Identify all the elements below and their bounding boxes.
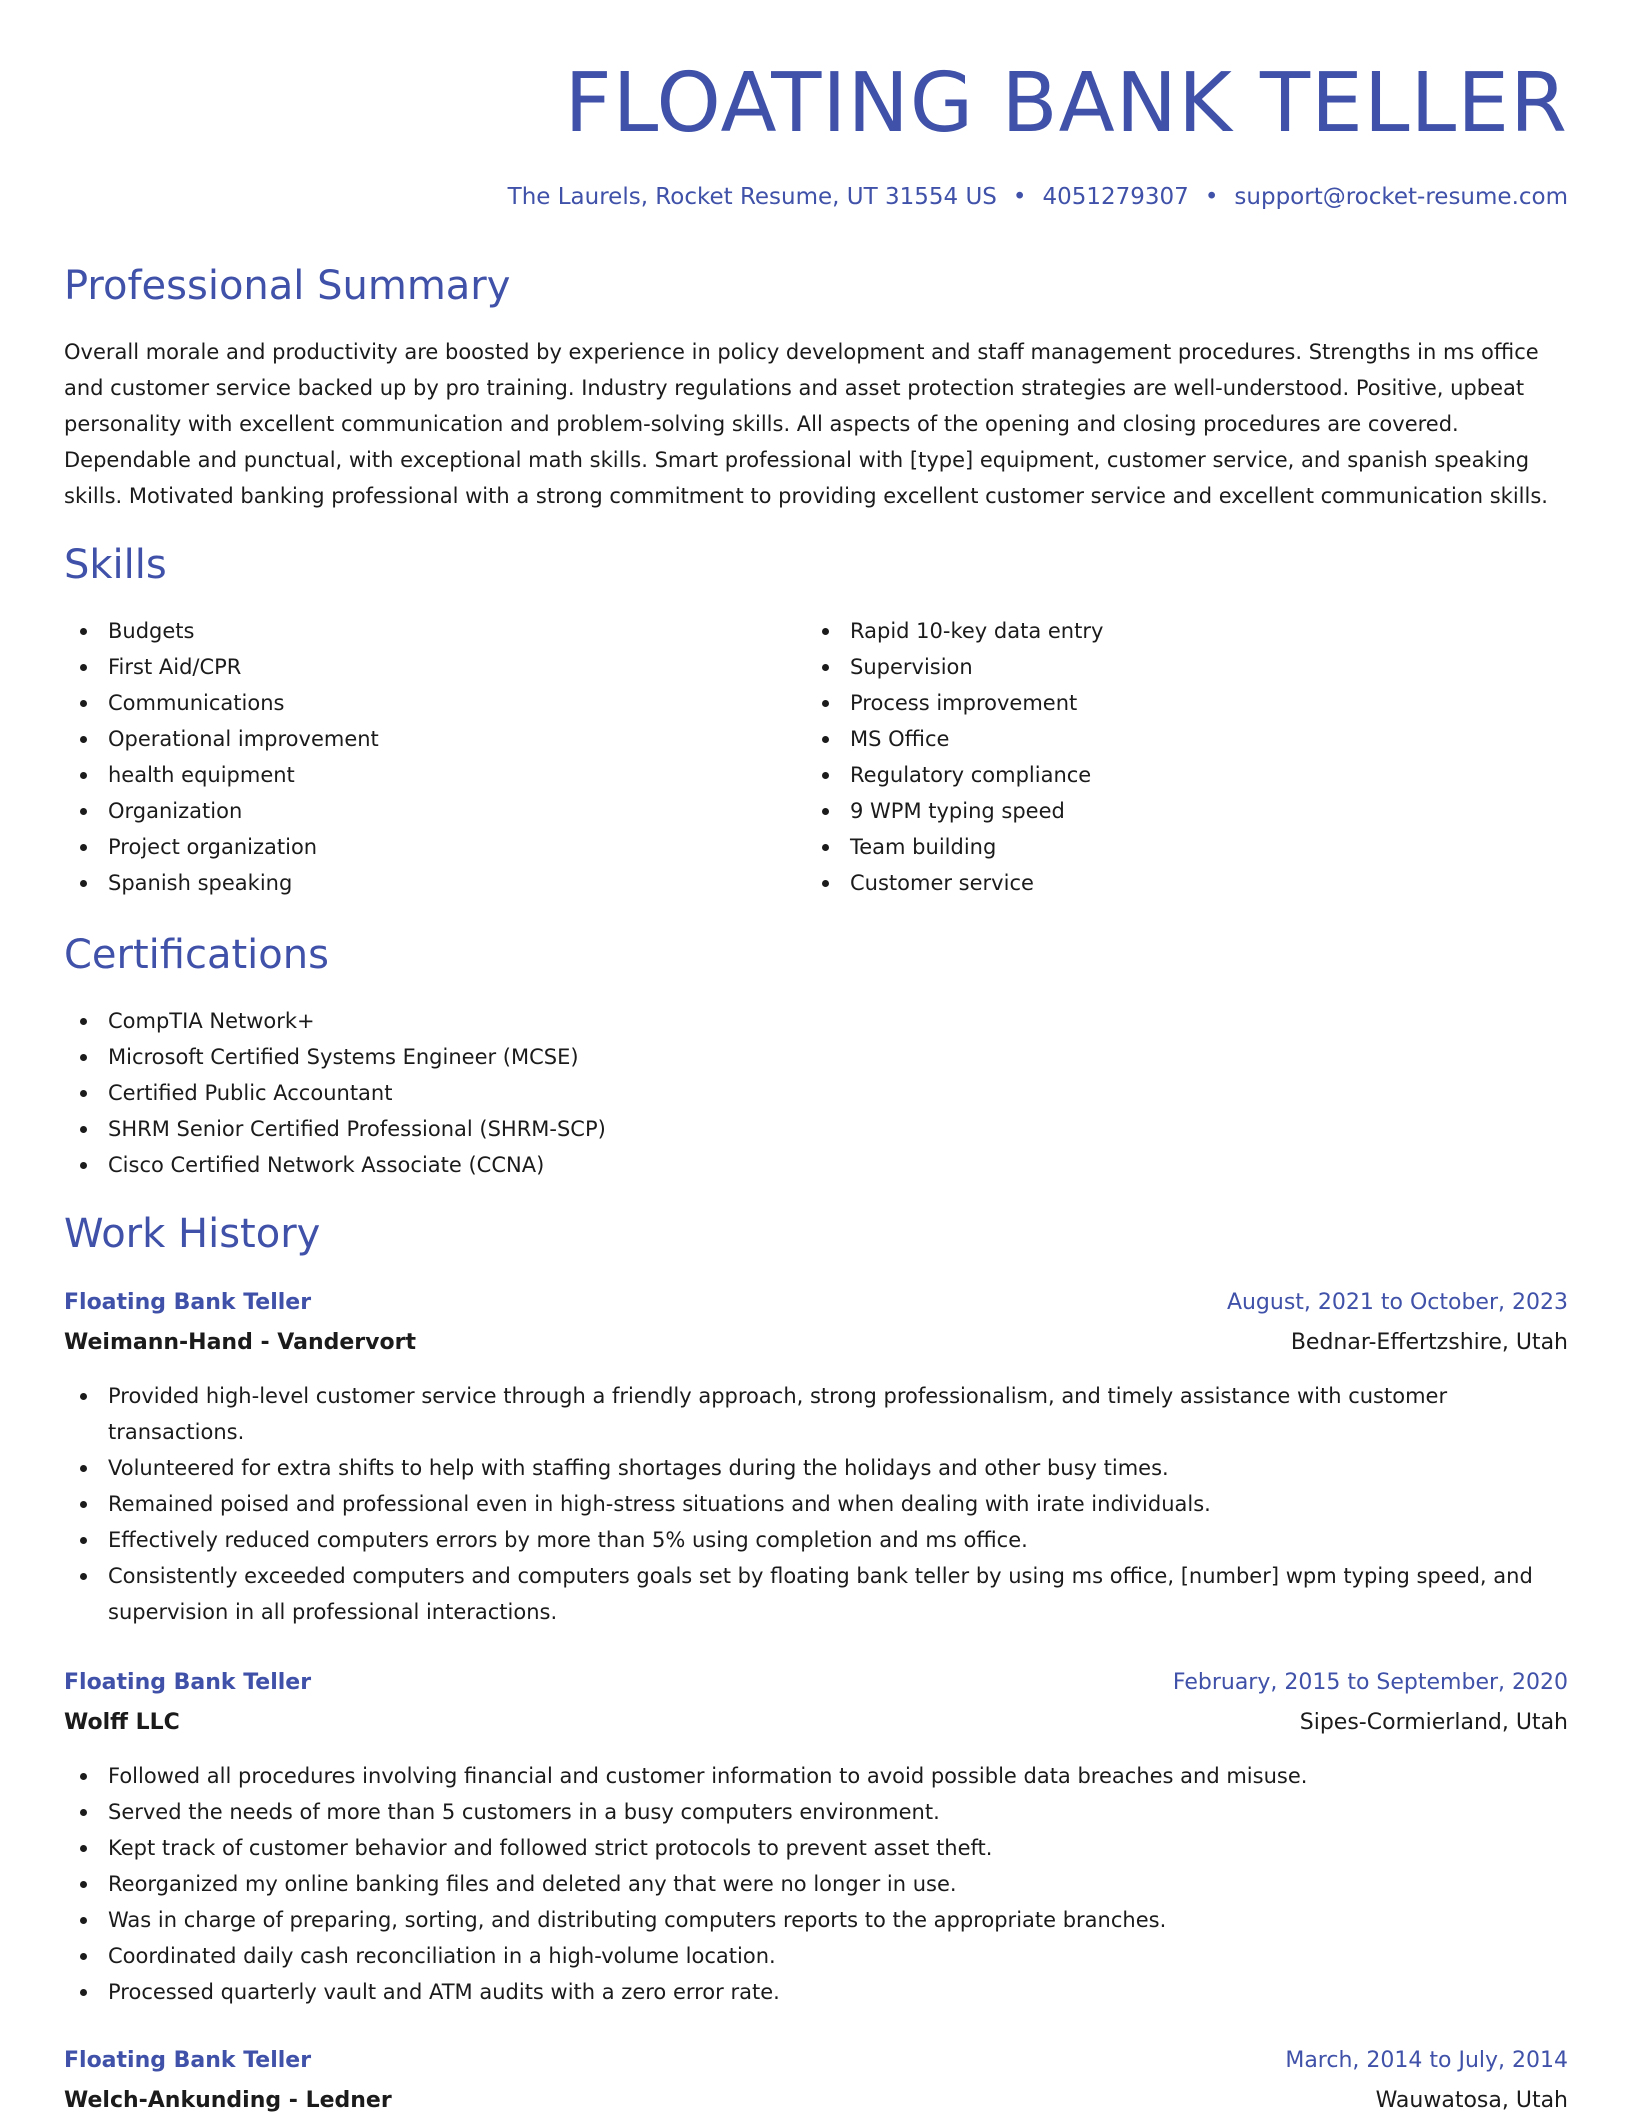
skill-item: Customer service	[806, 865, 1546, 901]
contact-address: The Laurels, Rocket Resume, UT 31554 US	[507, 184, 997, 210]
job-bullet: Coordinated daily cash reconciliation in a high-volume location.	[64, 1938, 1568, 1974]
job-title: Floating Bank Teller	[64, 1290, 312, 1315]
job-dates: February, 2015 to September, 2020	[1172, 1670, 1568, 1695]
summary-text: Overall morale and productivity are boosted by experience in policy development and staff management procedures. Strengths in ms office and customer service backed up by pro training. Industry regulations and asset protection strategies are well-understood. Positive, upbeat personality with excellent communication and problem-solving skills. All aspects of the opening and closing procedures are covered. Dependable and punctual, with exceptional math skills. Smart professional with [type] equipment, customer service, and spanish speaking skills. Motivated banking professional with a strong commitment to providing excellent customer service and excellent communication skills.	[64, 340, 1548, 508]
certification-item: SHRM Senior Certified Professional (SHRM-SCP)	[64, 1111, 1568, 1147]
job-bullet: Effectively reduced computers errors by more than 5% using completion and ms office.	[64, 1522, 1568, 1558]
skill-item: health equipment	[64, 757, 804, 793]
skill-item: Organization	[64, 793, 804, 829]
skill-item: Supervision	[806, 649, 1546, 685]
job-dates: August, 2021 to October, 2023	[1226, 1290, 1568, 1315]
section-title-skills: Skills	[64, 542, 167, 588]
skill-item: Spanish speaking	[64, 865, 804, 901]
skill-item: Regulatory compliance	[806, 757, 1546, 793]
job-company: Weimann-Hand - Vandervort	[64, 1330, 416, 1355]
job-title: Floating Bank Teller	[64, 1670, 312, 1695]
candidate-name: FLOATING BANK TELLER	[564, 56, 1568, 151]
contact-email: support@rocket-resume.com	[1234, 184, 1568, 210]
skill-item: Project organization	[64, 829, 804, 865]
job-bullet: Volunteered for extra shifts to help with staffing shortages during the holidays and other busy times.	[64, 1450, 1568, 1486]
section-title-work-history: Work History	[64, 1211, 321, 1257]
skill-item: Operational improvement	[64, 721, 804, 757]
job-bullet: Reorganized my online banking files and deleted any that were no longer in use.	[64, 1866, 1568, 1902]
job-bullet: Was in charge of preparing, sorting, and distributing computers reports to the appropriate branches.	[64, 1902, 1568, 1938]
skill-item: Budgets	[64, 613, 804, 649]
skill-item: Communications	[64, 685, 804, 721]
skill-item: Process improvement	[806, 685, 1546, 721]
job-bullet: Remained poised and professional even in high-stress situations and when dealing with irate individuals.	[64, 1486, 1568, 1522]
job-bullets	[64, 1378, 1568, 1630]
job-bullet: Kept track of customer behavior and followed strict protocols to prevent asset theft.	[64, 1830, 1568, 1866]
job-location: Sipes-Cormierland, Utah	[1299, 1710, 1568, 1735]
skill-item: First Aid/CPR	[64, 649, 804, 685]
job-company: Wolff LLC	[64, 1710, 180, 1735]
skill-item: MS Office	[806, 721, 1546, 757]
skills-list-left	[64, 613, 804, 901]
contact-phone: 4051279307	[1042, 184, 1189, 210]
job-bullet: Served the needs of more than 5 customers in a busy computers environment.	[64, 1794, 1568, 1830]
certification-item: Cisco Certified Network Associate (CCNA)	[64, 1147, 1568, 1183]
certifications-list	[64, 1003, 1568, 1183]
contact-separator: •	[1012, 184, 1027, 210]
contact-line	[508, 180, 1568, 214]
certification-item: Certified Public Accountant	[64, 1075, 1568, 1111]
job-bullet: Processed quarterly vault and ATM audits with a zero error rate.	[64, 1974, 1568, 2010]
job-dates: March, 2014 to July, 2014	[1285, 2048, 1568, 2073]
job-bullet: Followed all procedures involving financial and customer information to avoid possible data breaches and misuse.	[64, 1758, 1568, 1794]
job-title: Floating Bank Teller	[64, 2048, 312, 2073]
skill-item: Team building	[806, 829, 1546, 865]
job-company: Welch-Ankunding - Ledner	[64, 2088, 392, 2113]
job-bullet: Consistently exceeded computers and computers goals set by floating bank teller by using ms office, [number] wpm typing speed, and supervision in all professional interactions.	[64, 1558, 1568, 1630]
certification-item: Microsoft Certified Systems Engineer (MCSE)	[64, 1039, 1568, 1075]
job-entry	[64, 1286, 1568, 1630]
section-title-summary: Professional Summary	[64, 263, 511, 309]
job-location: Bednar-Effertzshire, Utah	[1290, 1330, 1568, 1355]
certification-item: CompTIA Network+	[64, 1003, 1568, 1039]
skills-list-right	[806, 613, 1546, 901]
section-title-certifications: Certifications	[64, 932, 329, 978]
job-entry	[64, 1666, 1568, 2010]
job-bullet: Provided high-level customer service through a friendly approach, strong professionalism, and timely assistance with customer transactions.	[64, 1378, 1568, 1450]
skill-item: 9 WPM typing speed	[806, 793, 1546, 829]
skill-item: Rapid 10-key data entry	[806, 613, 1546, 649]
job-entry	[64, 2044, 1568, 2124]
job-bullets	[64, 1758, 1568, 2010]
job-location: Wauwatosa, Utah	[1375, 2088, 1568, 2113]
contact-separator: •	[1204, 184, 1219, 210]
